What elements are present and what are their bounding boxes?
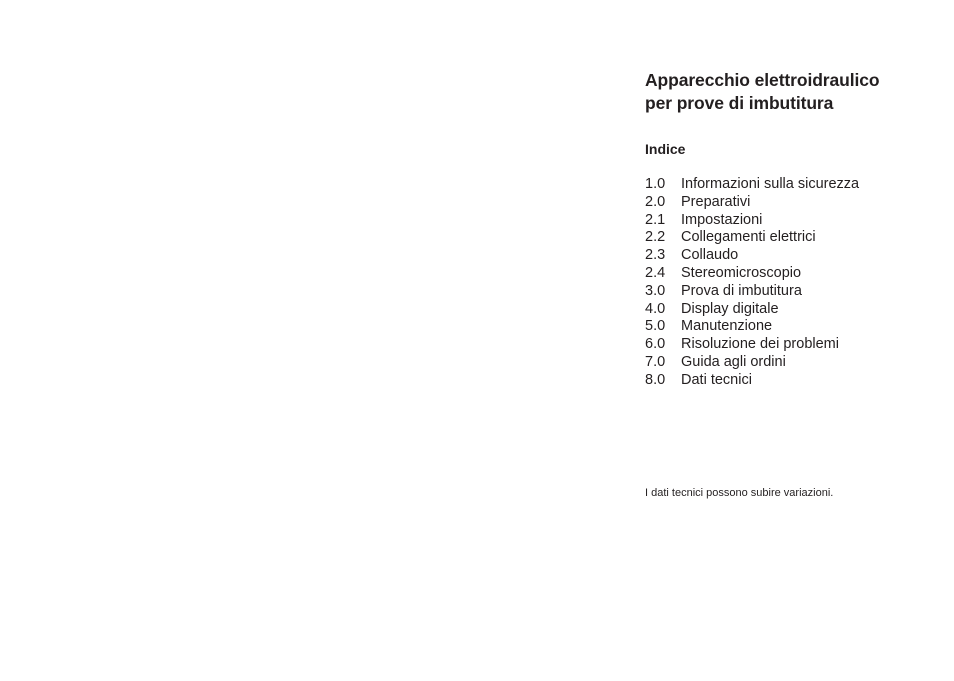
toc-item-number: 4.0: [645, 300, 666, 317]
toc-item-label: Collaudo: [681, 247, 739, 264]
toc-item: [645, 194, 935, 212]
toc-item: [645, 176, 935, 194]
toc-item-number: 7.0: [645, 353, 666, 370]
toc-item: [645, 229, 935, 247]
toc-item-number: 2.4: [645, 264, 666, 281]
toc-item-number: 2.2: [645, 229, 666, 246]
toc-item: [645, 283, 935, 301]
toc-item-number: 8.0: [645, 371, 666, 388]
toc-item: [645, 301, 935, 319]
toc-item-label: Collegamenti elettrici: [681, 229, 816, 246]
toc-item: [645, 318, 935, 336]
toc-item-number: 5.0: [645, 318, 666, 335]
toc-item-label: Dati tecnici: [681, 371, 752, 388]
document-title-line-1: Apparecchio elettroidraulico: [645, 70, 880, 90]
toc-item-number: 2.3: [645, 247, 666, 264]
document-title-line-2: per prove di imbutitura: [645, 93, 834, 113]
toc-item-number: 3.0: [645, 282, 666, 299]
toc-item-number: 1.0: [645, 176, 666, 192]
toc-item: [645, 247, 935, 265]
footnote: I dati tecnici possono subire variazioni.: [645, 487, 834, 499]
toc-heading: Indice: [645, 141, 686, 157]
toc-item-label: Preparativi: [681, 193, 751, 210]
document-title: [645, 69, 935, 115]
toc-item-label: Manutenzione: [681, 318, 773, 335]
document-column: [645, 69, 935, 390]
toc-item-number: 2.0: [645, 193, 666, 210]
toc-item-label: Informazioni sulla sicurezza: [681, 176, 860, 192]
toc-item: [645, 354, 935, 372]
toc-item: [645, 212, 935, 230]
toc-item-label: Prova di imbutitura: [681, 282, 802, 299]
table-of-contents: [645, 176, 935, 390]
toc-item: [645, 265, 935, 283]
toc-item-number: 6.0: [645, 336, 666, 353]
toc-item-label: Stereomicroscopio: [681, 264, 802, 281]
toc-item-label: Impostazioni: [681, 211, 763, 228]
toc-item-number: 2.1: [645, 211, 666, 228]
toc-item-label: Guida agli ordini: [681, 353, 786, 370]
toc-item: [645, 336, 935, 354]
toc-item-label: Risoluzione dei problemi: [681, 336, 839, 353]
toc-item: [645, 372, 935, 390]
toc-item-label: Display digitale: [681, 300, 779, 317]
